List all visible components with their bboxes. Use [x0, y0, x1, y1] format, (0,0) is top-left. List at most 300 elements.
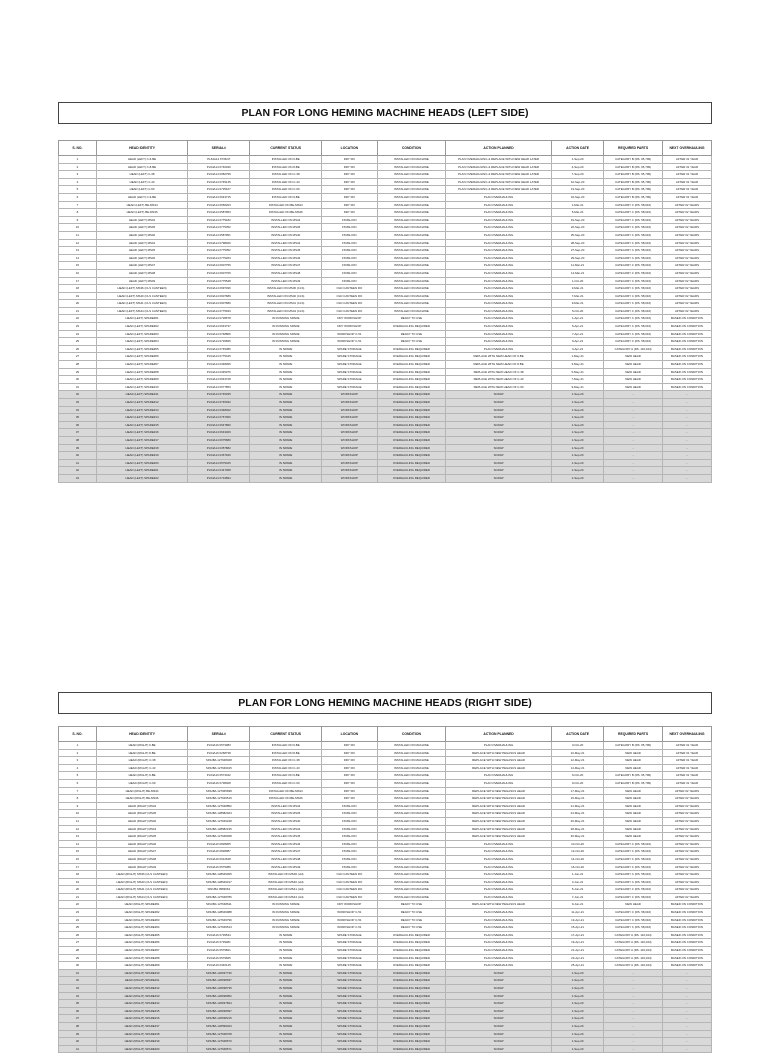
table-cell: PLAN OVERHAULING	[446, 247, 552, 255]
table-cell: OLD CANTEEN RO	[322, 878, 378, 886]
table-cell: 25-Sep-20	[551, 231, 603, 239]
table-cell: HEAD (RIGHT) C-43	[96, 764, 187, 772]
table-cell: CATEGORY B (RS. 65,799)	[604, 186, 663, 194]
table-cell: CATEGORY C (RS. 58,016)	[604, 338, 663, 346]
table-cell: PL64A16 0575389	[188, 863, 250, 871]
table-cell: 19-May-21	[551, 795, 603, 803]
table-cell: INSTALLED ON MS44	[250, 239, 322, 247]
column-header: REQUIRED PARTS	[604, 141, 663, 156]
table-cell: OVERHAULING REQUIRED	[377, 947, 446, 955]
table-cell: INSTALLED ON MACHINE	[377, 772, 446, 780]
table-cell: PLAN OVERHAULING	[446, 931, 552, 939]
table-cell: 28-May-21	[551, 825, 603, 833]
table-cell: IN RUNNING SPARE	[250, 315, 322, 323]
table-cell: 12-Oct-20	[551, 848, 603, 856]
table-cell: 11	[59, 231, 97, 239]
table-cell: 19-Apr-21	[551, 939, 603, 947]
table-row	[59, 247, 712, 255]
table-cell: INSTALLED ON MS40	[250, 817, 322, 825]
table-cell: OVERHAULING REQUIRED	[377, 939, 446, 947]
table-cell: AFTER 02 YEARS	[662, 893, 711, 901]
table-cell: 25	[59, 924, 97, 932]
table-cell: SPARE STORAGE	[322, 1038, 378, 1046]
table-cell: OVERHAULING REQUIRED	[377, 467, 446, 475]
table-cell: BASED ON CONDITION	[662, 361, 711, 369]
table-cell: PLAN OVERHAULING	[446, 307, 552, 315]
table-cell: IN SPARE	[250, 474, 322, 482]
table-cell: INSTALLED ON MACHINE	[377, 300, 446, 308]
table-cell: INSTALLED ON MS48	[250, 855, 322, 863]
table-cell: WORKSHOP	[322, 459, 378, 467]
table-cell: IN RUNNING SPARE	[250, 330, 322, 338]
table-cell: AFTER 02 YEARS	[662, 886, 711, 894]
table-cell: 19	[59, 292, 97, 300]
table-cell: 1-Sep-20	[551, 459, 603, 467]
table-cell: IN SPARE	[250, 1030, 322, 1038]
table-row	[59, 231, 712, 239]
table-cell: 1-Sep-20	[551, 985, 603, 993]
table-cell: INSTALLED ON MS44 (old)	[250, 893, 322, 901]
table-row	[59, 779, 712, 787]
table-cell: OVERHAULING REQUIRED	[377, 931, 446, 939]
right-sheet-title: PLAN FOR LONG HEMING MACHINE HEADS (RIGHT SIDE)	[58, 692, 712, 714]
table-cell: 7	[59, 787, 97, 795]
table-cell: 24	[59, 330, 97, 338]
table-cell: CATEGORY C (RS. 58,016)	[604, 330, 663, 338]
table-cell: FINISH RO	[322, 231, 378, 239]
column-header: CURRENT STATUS	[250, 141, 322, 156]
table-cell: IN SPARE	[250, 361, 322, 369]
table-cell: HEAD (RIGHT) SPARE#17	[96, 1022, 187, 1030]
table-cell: READY TO USE	[377, 924, 446, 932]
table-cell: PL64A14 0587953	[188, 209, 250, 217]
table-cell: IN SPARE	[250, 1045, 322, 1053]
table-cell: CATEGORY C (RS. 58,016)	[604, 924, 663, 932]
table-cell: INSTALLED ON 8-BE	[250, 163, 322, 171]
table-cell: PL64A16 0828065	[188, 840, 250, 848]
table-cell: PL64A14 0775352	[188, 247, 250, 255]
table-cell: PLAN OVERHAULING & REPLACE WITH NEW HEAD LATER	[446, 178, 552, 186]
table-cell: 1-Apr-21	[551, 315, 603, 323]
table-cell: 16	[59, 855, 97, 863]
table-cell: OVERHAULING REQUIRED	[377, 962, 446, 970]
table-cell: CATEGORY C (RS. 58,016)	[604, 855, 663, 863]
table-cell: OVERHAULING REQUIRED	[377, 345, 446, 353]
table-cell: 8	[59, 795, 97, 803]
table-cell: AFTER 02 YEARS	[662, 878, 711, 886]
table-cell: FINISH RO	[322, 833, 378, 841]
table-row	[59, 376, 712, 384]
table-cell: 6-Oct-20	[551, 772, 603, 780]
column-header: ACTION PLANNED	[446, 727, 552, 742]
table-cell: HEAD (RIGHT) BE-MS34	[96, 787, 187, 795]
table-cell: IN RUNNING SPARE	[250, 901, 322, 909]
table-cell: HEAD (LEFT) MS36 (CLS CANTEEN)	[96, 285, 187, 293]
table-cell: IN RUNNING SPARE	[250, 924, 322, 932]
table-cell: 7-May-21	[551, 376, 603, 384]
table-cell: BASED ON CONDITION	[662, 315, 711, 323]
table-cell: HEAD (RIGHT) 6-BE	[96, 742, 187, 750]
table-cell: INSTALLED ON MACHINE	[377, 186, 446, 194]
table-cell: WORKSHOP	[322, 391, 378, 399]
table-cell: BASED ON CONDITION	[662, 323, 711, 331]
table-cell: OVERHAULING REQUIRED	[377, 474, 446, 482]
table-cell: -	[604, 1007, 663, 1015]
table-cell: PLAN OVERHAULING	[446, 855, 552, 863]
table-cell: IN SPARE	[250, 1022, 322, 1030]
table-cell: -	[662, 969, 711, 977]
table-cell: SINUBA 127649519	[188, 795, 250, 803]
table-cell: IN SPARE	[250, 383, 322, 391]
table-cell: 13	[59, 247, 97, 255]
table-cell: -	[604, 452, 663, 460]
table-cell: DRY RO	[322, 193, 378, 201]
table-cell: CATEGORY C (RS. 58,016)	[604, 216, 663, 224]
table-cell: -	[662, 444, 711, 452]
table-cell: PL64A14 0367940	[188, 452, 250, 460]
table-cell: PL64A14 0348366	[188, 361, 250, 369]
table-cell: 41	[59, 1045, 97, 1053]
table-cell: 37	[59, 429, 97, 437]
table-cell: SINUBA 127649248	[188, 817, 250, 825]
table-cell: PL64A14 0907686	[188, 300, 250, 308]
column-header: S. NO.	[59, 727, 97, 742]
table-cell: PLAN OVERHAULING	[446, 840, 552, 848]
table-row	[59, 855, 712, 863]
table-cell: 2	[59, 749, 97, 757]
table-cell: DRY RO	[322, 171, 378, 179]
table-cell: OVERHAULING REQUIRED	[377, 368, 446, 376]
table-cell: 3-May-21	[551, 361, 603, 369]
table-cell: -	[604, 992, 663, 1000]
table-cell: PL64A16 0739481	[188, 939, 250, 947]
table-cell: PL64A14 0907689	[188, 292, 250, 300]
table-cell: 18	[59, 285, 97, 293]
table-cell: HEAD (LEFT) SPARE#10	[96, 383, 187, 391]
table-cell: 42	[59, 467, 97, 475]
table-cell: SINUBA 127648786	[188, 893, 250, 901]
table-cell: 9-May-21	[551, 383, 603, 391]
table-cell: PL64A14 0082795	[188, 171, 250, 179]
table-row	[59, 916, 712, 924]
table-cell: HEAD (LEFT) MS40 (CLS CANTEEN)	[96, 292, 187, 300]
table-row	[59, 931, 712, 939]
table-cell: REPLACE WITH NEW HEAD OF C-60	[446, 383, 552, 391]
table-cell: 9	[59, 802, 97, 810]
table-cell: HEAD (RIGHT) SPARE#16	[96, 1015, 187, 1023]
table-cell: PLAN OVERHAULING	[446, 871, 552, 879]
table-cell: DRY RO	[322, 795, 378, 803]
table-cell: IN SPARE	[250, 1038, 322, 1046]
table-cell: IN SPARE	[250, 977, 322, 985]
table-cell: INSTALLED ON 9-BE	[250, 772, 322, 780]
table-cell: REPLACE WITH NEW PEGASUS HEAD	[446, 817, 552, 825]
table-cell: -	[604, 1022, 663, 1030]
table-cell: NEW HEAD	[604, 795, 663, 803]
column-header: HEAD IDENTITY	[96, 727, 187, 742]
table-cell: -	[604, 1030, 663, 1038]
table-cell: 13-Apr-21	[551, 916, 603, 924]
table-row	[59, 924, 712, 932]
table-cell: PL64A16 0573342	[188, 772, 250, 780]
table-cell: 30	[59, 962, 97, 970]
table-cell: PLAN OVERHAULING	[446, 209, 552, 217]
table-cell: CATEGORY C (RS. 58,016)	[604, 840, 663, 848]
table-cell: HEAD (RIGHT) MS48	[96, 855, 187, 863]
table-cell: REPLACE WITH NEW HEAD OF C-38	[446, 368, 552, 376]
table-cell: DRY RO	[322, 772, 378, 780]
table-cell: SPARE STORAGE	[322, 1045, 378, 1053]
table-cell: 1-Sep-20	[551, 421, 603, 429]
table-row	[59, 406, 712, 414]
table-cell: INSTALLED ON BE-MS34	[250, 787, 322, 795]
table-cell: IN RUNNING SPARE	[250, 916, 322, 924]
table-cell: HEAD (LEFT) MS34	[96, 216, 187, 224]
table-cell: 1-Sep-20	[551, 1045, 603, 1053]
table-cell: IN SPARE	[250, 969, 322, 977]
table-cell: INSTALLED ON MACHINE	[377, 878, 446, 886]
table-cell: REPLACE WITH NEW PEGASUS HEAD	[446, 833, 552, 841]
table-cell: HEAD (RIGHT) MS49	[96, 863, 187, 871]
table-cell: 3	[59, 757, 97, 765]
table-row	[59, 262, 712, 270]
table-cell: PLAN OVERHAULING	[446, 239, 552, 247]
table-cell: CATEGORY C (RS. 58,016)	[604, 886, 663, 894]
table-cell: OLD CANTEEN RO	[322, 285, 378, 293]
table-cell: SPARE STORAGE	[322, 368, 378, 376]
column-header: ACTION DATE	[551, 141, 603, 156]
table-cell: INSTALLED ON C-43	[250, 178, 322, 186]
table-cell: -	[604, 467, 663, 475]
table-cell: AFTER 02 YEARS	[662, 825, 711, 833]
table-cell: HEAD (LEFT) MS36	[96, 224, 187, 232]
table-cell: 3-Apr-21	[551, 345, 603, 353]
table-cell: 19-Sep-20	[551, 216, 603, 224]
table-cell: AFTER 01 YEAR	[662, 772, 711, 780]
table-cell: INSTALLED ON MS40 (CLS)	[250, 292, 322, 300]
table-cell: SINUBA 128649317	[188, 878, 250, 886]
table-cell: HEAD (LEFT) SPARE#05	[96, 345, 187, 353]
table-cell: PL64A14 0907756	[188, 262, 250, 270]
table-cell: 12	[59, 825, 97, 833]
table-cell: -	[662, 452, 711, 460]
table-cell: HEAD (LEFT) SPARE#09	[96, 376, 187, 384]
table-cell: -	[604, 421, 663, 429]
table-cell: FINISH RO	[322, 247, 378, 255]
table-cell: NEW HEAD	[604, 901, 663, 909]
table-row	[59, 1030, 712, 1038]
table-cell: INSTALLED ON MACHINE	[377, 833, 446, 841]
table-cell: INSTALLED ON MS36	[250, 224, 322, 232]
table-cell: WORKSHOP	[322, 444, 378, 452]
table-cell: IN SPARE	[250, 992, 322, 1000]
table-cell: SINUBA 127648468	[188, 833, 250, 841]
table-cell: INSTALLED ON MACHINE	[377, 779, 446, 787]
table-cell: IN SPARE	[250, 985, 322, 993]
table-cell: PLAN OVERHAULING & REPLACE WITH NEW HEAD LATER	[446, 186, 552, 194]
table-cell: AFTER 02 YEARS	[662, 300, 711, 308]
table-cell: 29-Sep-20	[551, 254, 603, 262]
table-cell: CATEGORY C (RS. 58,016)	[604, 224, 663, 232]
table-cell: OVERHAULING REQUIRED	[377, 391, 446, 399]
table-cell: PLAN OVERHAULING	[446, 300, 552, 308]
table-cell: INSTALLED ON MACHINE	[377, 216, 446, 224]
table-cell: 9-Mar-21	[551, 300, 603, 308]
table-cell: HEAD (LEFT) MS46	[96, 254, 187, 262]
table-row	[59, 947, 712, 955]
table-cell: OVERHAULING REQUIRED	[377, 1015, 446, 1023]
table-cell: HEAD (LEFT) MS48	[96, 269, 187, 277]
table-cell: HEAD (RIGHT) MS44	[96, 825, 187, 833]
table-cell: 33	[59, 399, 97, 407]
table-cell: -	[662, 414, 711, 422]
table-cell: IN SPARE	[250, 345, 322, 353]
left-table-body	[59, 156, 712, 483]
table-cell: 7-Jun-21	[551, 893, 603, 901]
table-cell: 4	[59, 764, 97, 772]
table-cell: AFTER 01 YEAR	[662, 749, 711, 757]
table-cell: 7-Sep-20	[551, 171, 603, 179]
table-cell: SCRAP	[446, 985, 552, 993]
table-cell: WORKSHOP	[322, 406, 378, 414]
table-cell: 40	[59, 1038, 97, 1046]
table-cell: HEAD (LEFT) SPARE#20	[96, 459, 187, 467]
table-cell: FINISH RO	[322, 254, 378, 262]
table-cell: 36	[59, 1007, 97, 1015]
table-cell: PL64A14 0997496	[188, 285, 250, 293]
table-cell: SINUBA 127648611	[188, 901, 250, 909]
table-cell: OVERHAULING REQUIRED	[377, 399, 446, 407]
table-cell: CATEGORY B (RS. 65,799)	[604, 156, 663, 164]
table-cell: INSTALLED ON MACHINE	[377, 886, 446, 894]
left-sheet-title: PLAN FOR LONG HEMING MACHINE HEADS (LEFT SIDE)	[58, 102, 712, 124]
table-cell: CATEGORY C (RS. 58,016)	[604, 848, 663, 856]
table-row	[59, 353, 712, 361]
table-cell: 40	[59, 452, 97, 460]
table-cell: -	[662, 436, 711, 444]
table-cell: DRY RO	[322, 186, 378, 194]
table-cell: INSTALLED ON MACHINE	[377, 810, 446, 818]
table-cell: -	[662, 399, 711, 407]
table-cell: PL64A14 0677853	[188, 383, 250, 391]
table-cell: OVERHAULING REQUIRED	[377, 969, 446, 977]
table-row	[59, 171, 712, 179]
table-cell: AFTER 02 YEARS	[662, 840, 711, 848]
table-cell: -	[662, 1022, 711, 1030]
table-cell: REPLACE WITH NEW PEGASUS HEAD	[446, 802, 552, 810]
table-cell: INSTALLED ON C-38	[250, 757, 322, 765]
table-cell: HEAD (LEFT) SPARE#14	[96, 414, 187, 422]
table-cell: IN SPARE	[250, 429, 322, 437]
table-row	[59, 201, 712, 209]
table-cell: INSTALLED ON MACHINE	[377, 193, 446, 201]
table-cell: HEAD (RIGHT) MS41 (CLS CANTEEN)	[96, 886, 187, 894]
table-cell: HEAD (LEFT) SPARE#22	[96, 474, 187, 482]
table-cell: CATEGORY A (RS. 116,044)	[604, 947, 663, 955]
table-cell: 1-May-21	[551, 353, 603, 361]
table-cell: 10	[59, 810, 97, 818]
table-row	[59, 459, 712, 467]
table-cell: CATEGORY B (RS. 65,799)	[604, 779, 663, 787]
table-cell: 43	[59, 474, 97, 482]
table-cell: SPARE STORAGE	[322, 1015, 378, 1023]
table-cell: PL64A14 0643715	[188, 193, 250, 201]
table-cell: SINUBA 126638215	[188, 1015, 250, 1023]
table-cell: 1-Sep-20	[551, 452, 603, 460]
table-row	[59, 833, 712, 841]
table-cell: OVERHAULING REQUIRED	[377, 353, 446, 361]
table-cell: SCRAP	[446, 1000, 552, 1008]
table-cell: 1-Sep-20	[551, 436, 603, 444]
table-row	[59, 338, 712, 346]
table-cell: 15	[59, 848, 97, 856]
table-row	[59, 749, 712, 757]
table-cell: IN RUNNING SPARE	[250, 909, 322, 917]
table-cell: AFTER 02 YEARS	[662, 216, 711, 224]
table-cell: INSTALLED ON MS47	[250, 262, 322, 270]
table-cell: HEAD (LEFT) SPARE#16	[96, 429, 187, 437]
table-cell: CATEGORY A (RS. 116,044)	[604, 939, 663, 947]
table-cell: REPLACE WITH NEW HEAD OF C-43	[446, 376, 552, 384]
table-cell: AFTER 02 YEARS	[662, 802, 711, 810]
table-cell: INSTALLED ON MACHINE	[377, 757, 446, 765]
table-cell: HEAD (RIGHT) MS36	[96, 810, 187, 818]
table-cell: REPLACE WITH NEW PEGASUS HEAD	[446, 764, 552, 772]
table-cell: SPARE STORAGE	[322, 954, 378, 962]
table-cell: CATEGORY C (RS. 58,016)	[604, 863, 663, 871]
table-cell: PLAN OVERHAULING	[446, 939, 552, 947]
table-cell: BASED ON CONDITION	[662, 345, 711, 353]
table-cell: REPLACE WITH NEW HEAD OF 8-BE	[446, 361, 552, 369]
table-cell: HEAD (RIGHT) SPARE#08	[96, 954, 187, 962]
table-cell: INSTALLED ON MACHINE	[377, 802, 446, 810]
table-cell: PLAN OVERHAULING	[446, 254, 552, 262]
table-cell: IN SPARE	[250, 931, 322, 939]
table-cell: SINUBA 126637746	[188, 969, 250, 977]
table-cell: CATEGORY B (RS. 65,799)	[604, 163, 663, 171]
table-cell: READY TO USE	[377, 330, 446, 338]
table-cell: INSTALLED ON C-43	[250, 764, 322, 772]
table-cell: SCRAP	[446, 391, 552, 399]
table-cell: HEAD (RIGHT) SPARE#14	[96, 1000, 187, 1008]
table-row	[59, 985, 712, 993]
table-cell: HEAD (LEFT) C-43	[96, 178, 187, 186]
table-cell: 1-Sep-20	[551, 467, 603, 475]
table-cell: HEAD (RIGHT) SPARE#09	[96, 962, 187, 970]
table-row	[59, 399, 712, 407]
table-cell: 22-Sep-20	[551, 224, 603, 232]
table-cell: 14-Oct-20	[551, 855, 603, 863]
table-cell: HEAD (LEFT) SPARE#03	[96, 330, 187, 338]
table-row	[59, 1038, 712, 1046]
table-cell: 7-Mar-21	[551, 292, 603, 300]
table-cell: -	[662, 1045, 711, 1053]
table-cell: SINUBA 128682024	[188, 810, 250, 818]
table-row	[59, 825, 712, 833]
table-cell: INSTALLED ON MS40 (old)	[250, 878, 322, 886]
table-cell: INSTALLED ON MACHINE	[377, 742, 446, 750]
table-cell: 9-Jun-21	[551, 901, 603, 909]
table-cell: INSTALLED ON MS49	[250, 863, 322, 871]
table-cell: SPARE STORAGE	[322, 353, 378, 361]
column-header: HEAD IDENTITY	[96, 141, 187, 156]
table-cell: WORKSHOP	[322, 467, 378, 475]
table-cell: 10-May-21	[551, 749, 603, 757]
table-cell: 26	[59, 345, 97, 353]
table-cell: 4	[59, 178, 97, 186]
table-cell: SPARE STORAGE	[322, 977, 378, 985]
table-cell: 9-Oct-20	[551, 779, 603, 787]
